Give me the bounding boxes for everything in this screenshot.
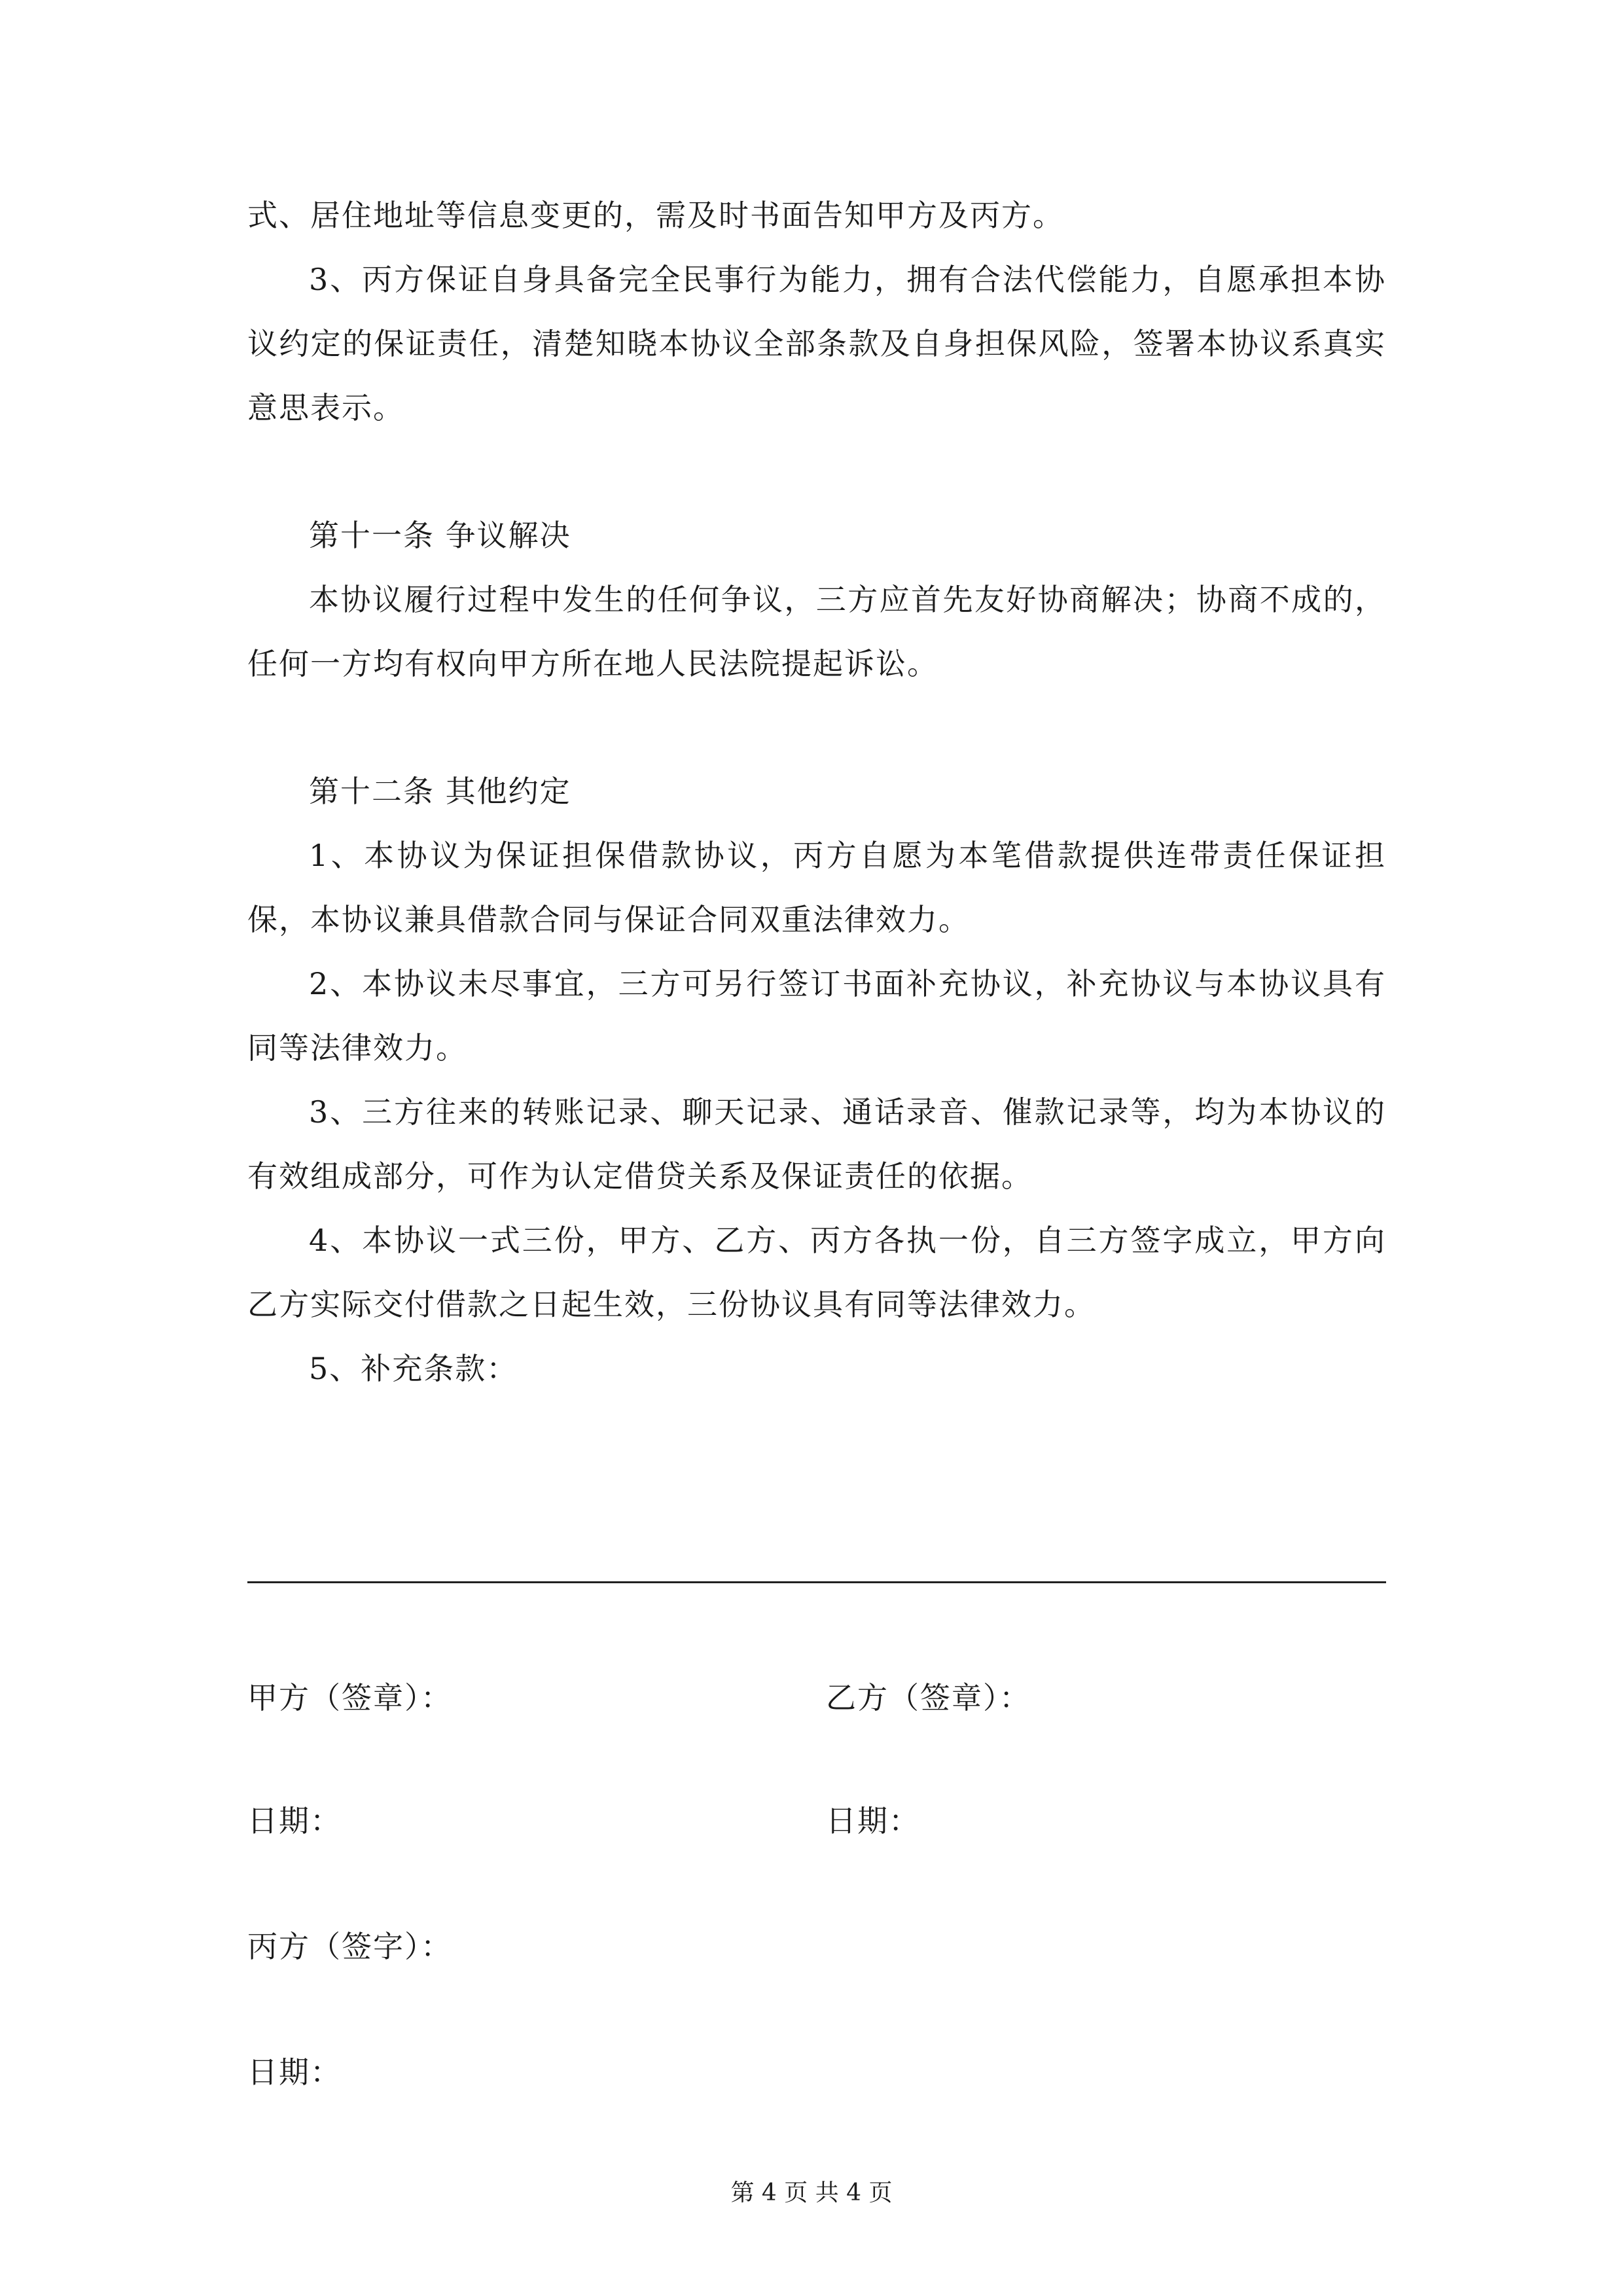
page-number-footer: 第 4 页 共 4 页	[730, 2179, 893, 2206]
paragraph-continuation: 式、居住地址等信息变更的，需及时书面告知甲方及丙方。	[247, 198, 1064, 233]
document-body	[247, 183, 1386, 1583]
article-12-item-3: 3、三方往来的转账记录、聊天记录、通话录音、催款记录等，均为本协议的有效组成部分，可作为认定借贷关系及保证责任的依据。	[247, 1094, 1386, 1194]
article-12-item-4: 4、本协议一式三份，甲方、乙方、丙方各执一份，自三方签字成立，甲方向乙方实际交付借款之日起生效，三份协议具有同等法律效力。	[247, 1223, 1386, 1322]
divider-line	[247, 1581, 1386, 1583]
party-a-date-label: 日期：	[247, 1803, 342, 1839]
supplementary-terms-blank	[247, 1401, 1386, 1581]
party-b-date-label: 日期：	[826, 1803, 920, 1839]
party-a-signature-label: 甲方（签章）：	[247, 1680, 452, 1715]
article-12-item-1: 1、本协议为保证担保借款协议，丙方自愿为本笔借款提供连带责任保证担保，本协议兼具借款合同与保证合同双重法律效力。	[247, 838, 1386, 937]
party-c-date-label: 日期：	[247, 2054, 342, 2090]
article-12-item-2: 2、本协议未尽事宜，三方可另行签订书面补充协议，补充协议与本协议具有同等法律效力。	[247, 966, 1386, 1066]
clause-10-item-3: 3、丙方保证自身具备完全民事行为能力，拥有合法代偿能力，自愿承担本协议约定的保证责任，清楚知晓本协议全部条款及自身担保风险，签署本协议系真实意思表示。	[247, 262, 1386, 425]
article-12-item-5: 5、补充条款：	[309, 1351, 518, 1386]
party-c-signature-label: 丙方（签字）：	[247, 1929, 452, 1964]
article-11-body: 本协议履行过程中发生的任何争议，三方应首先友好协商解决；协商不成的，任何一方均有权向甲方所在地人民法院提起诉讼。	[247, 582, 1386, 681]
article-11-heading: 第十一条 争议解决	[309, 518, 571, 553]
party-b-signature-label: 乙方（签章）：	[826, 1680, 1031, 1715]
article-12-heading: 第十二条 其他约定	[309, 774, 571, 809]
